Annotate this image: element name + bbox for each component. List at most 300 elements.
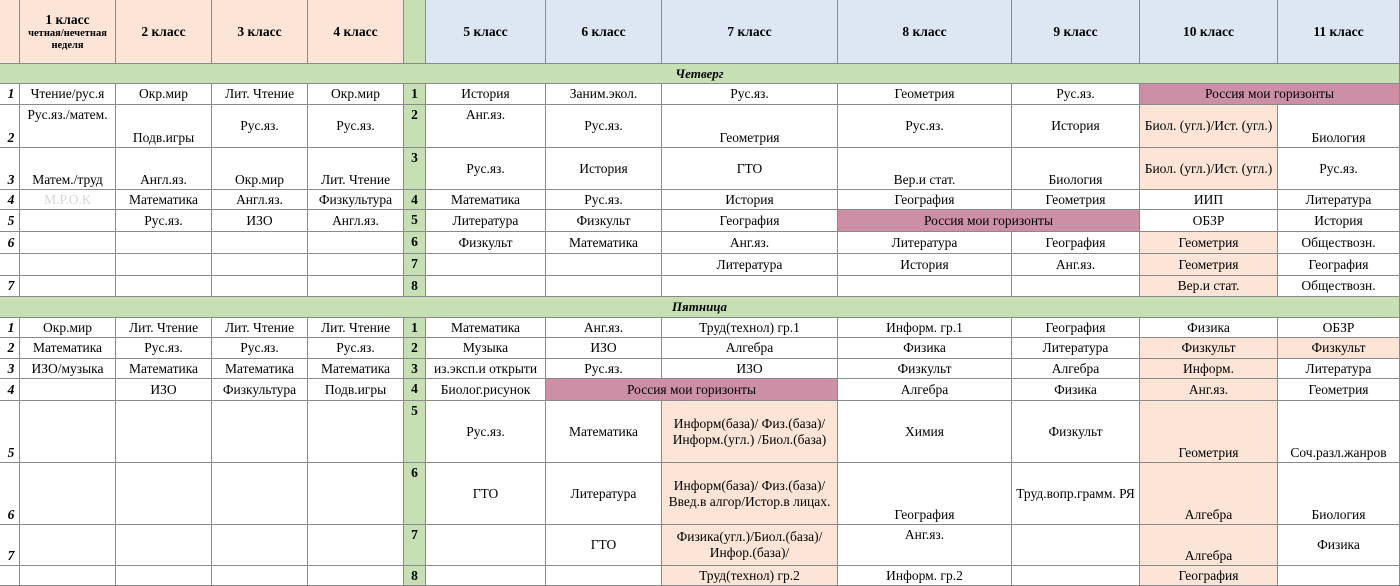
lesson-cell-text: Англ.яз. [332, 212, 379, 228]
russia-horizons-merged [546, 379, 838, 401]
lesson-cell-text: Анг.яз. [904, 527, 945, 542]
lesson-cell-text: Заним.экол. [569, 86, 638, 101]
lesson-cell-text: Подв.игры [324, 381, 387, 397]
lesson-cell-text: История [1314, 212, 1363, 228]
lesson-cell [546, 318, 662, 338]
lesson-cell [1140, 379, 1278, 401]
russia-horizons-merged-text: Россия мои горизонты [626, 381, 757, 397]
header-label: 7 класс [727, 23, 772, 39]
lesson-cell [1012, 254, 1140, 276]
lesson-cell-text: География [1308, 256, 1369, 272]
lesson-cell-text: Математика [128, 360, 199, 376]
lesson-number [404, 463, 426, 525]
lesson-cell-text: Физика [1054, 381, 1097, 397]
lesson-cell-text: Алгебра [725, 340, 774, 355]
lesson-cell [1140, 338, 1278, 359]
lesson-cell-text: ИЗО/музыка [31, 360, 104, 376]
header-sublabel: четная/нечетная неделя [28, 27, 107, 51]
lesson-cell-text: Информ. гр.1 [886, 319, 963, 335]
lesson-number-text: 3 [7, 360, 15, 376]
lesson-cell [116, 210, 212, 232]
lesson-cell-text: Литература [1305, 191, 1372, 207]
lesson-cell-text: Окр.мир [331, 86, 380, 101]
lesson-number [0, 210, 20, 232]
lesson-number-text: 7 [7, 278, 15, 293]
header-6-klass [546, 0, 662, 64]
lesson-cell [212, 525, 308, 566]
lesson-cell [212, 338, 308, 359]
lesson-cell-text: География [1045, 234, 1106, 250]
lesson-cell [662, 318, 838, 338]
header-corner [0, 0, 20, 64]
day-label-friday [0, 297, 1400, 318]
lesson-cell [662, 463, 838, 525]
lesson-number [404, 148, 426, 190]
lesson-cell-text: Математика [450, 319, 521, 335]
lesson-cell [838, 401, 1012, 463]
header-11-klass [1278, 0, 1400, 64]
lesson-cell [838, 105, 1012, 148]
lesson-number-text: 3 [411, 150, 418, 165]
lesson-cell [116, 232, 212, 254]
lesson-cell-text: ОБЗР [1322, 319, 1355, 335]
header-10-klass [1140, 0, 1278, 64]
lesson-cell [212, 190, 308, 210]
lesson-cell [116, 105, 212, 148]
lesson-cell-text: ИЗО [736, 360, 763, 376]
russia-horizons-merged [1140, 84, 1400, 105]
lesson-cell [1012, 276, 1140, 297]
lesson-cell [1278, 359, 1400, 379]
header-label: 8 класс [902, 23, 947, 39]
lesson-cell-text: Химия [905, 423, 944, 439]
lesson-number-text: 5 [411, 403, 418, 418]
lesson-number [0, 463, 20, 525]
lesson-cell-text: История [725, 191, 774, 207]
header-5-klass [426, 0, 546, 64]
header-separator [404, 0, 426, 64]
lesson-cell-text: География [894, 507, 955, 522]
lesson-cell [1278, 318, 1400, 338]
lesson-cell [426, 401, 546, 463]
lesson-cell-text: Математика [32, 340, 103, 355]
lesson-number [404, 105, 426, 148]
lesson-cell-text: Геометрия [1178, 234, 1239, 250]
lesson-cell [662, 210, 838, 232]
lesson-cell [838, 463, 1012, 525]
lesson-cell-text: Математика [224, 360, 295, 376]
lesson-cell [546, 210, 662, 232]
lesson-number [0, 254, 20, 276]
lesson-cell-text: География [1178, 568, 1239, 583]
lesson-cell [116, 379, 212, 401]
lesson-cell [1140, 359, 1278, 379]
lesson-cell-text: ИЗО [590, 340, 617, 355]
lesson-cell [212, 276, 308, 297]
lesson-cell [426, 379, 546, 401]
lesson-cell-text: ГТО [736, 160, 763, 176]
lesson-cell [1012, 190, 1140, 210]
lesson-cell-text: Информ. [1183, 360, 1234, 376]
day-label-friday-text: Пятница [671, 299, 728, 314]
lesson-cell [838, 525, 1012, 566]
lesson-cell-text: Геометрия [1045, 191, 1106, 207]
lesson-cell-text: Окр.мир [235, 172, 284, 187]
lesson-number-text: 4 [411, 192, 418, 207]
lesson-cell [426, 463, 546, 525]
lesson-cell [1278, 463, 1400, 525]
lesson-cell-text: Литература [452, 212, 519, 228]
lesson-cell [1278, 525, 1400, 566]
lesson-number-text: 7 [411, 256, 418, 271]
lesson-number-text: 5 [411, 212, 418, 227]
lesson-cell-text: Подв.игры [132, 130, 195, 145]
lesson-cell [1012, 401, 1140, 463]
lesson-number [404, 525, 426, 566]
lesson-cell [1278, 401, 1400, 463]
lesson-cell [546, 84, 662, 105]
lesson-number [0, 401, 20, 463]
lesson-cell-text: Англ.яз. [140, 172, 187, 187]
header-label: 10 класс [1183, 23, 1234, 39]
lesson-cell [1012, 148, 1140, 190]
lesson-cell [1140, 276, 1278, 297]
lesson-cell [838, 190, 1012, 210]
lesson-number [404, 318, 426, 338]
lesson-cell [308, 210, 404, 232]
day-label-thursday-text: Четверг [675, 65, 724, 81]
lesson-cell [838, 254, 1012, 276]
lesson-cell [116, 463, 212, 525]
lesson-number [0, 84, 20, 105]
russia-horizons-merged-text: Россия мои горизонты [923, 212, 1054, 228]
lesson-number [404, 359, 426, 379]
lesson-cell [116, 190, 212, 210]
header-9-klass [1012, 0, 1140, 64]
lesson-cell-text: Литература [891, 234, 958, 250]
lesson-cell-text: Литература [1042, 340, 1109, 355]
lesson-cell-text: Рус.яз. [466, 160, 505, 176]
lesson-number [404, 210, 426, 232]
lesson-cell [20, 318, 116, 338]
lesson-cell [212, 359, 308, 379]
lesson-cell-text: ГТО [472, 485, 499, 501]
lesson-cell [20, 379, 116, 401]
lesson-cell [1140, 525, 1278, 566]
lesson-cell [1012, 318, 1140, 338]
lesson-cell-text: ИЗО [246, 212, 273, 228]
lesson-cell-text: Геометрия [894, 86, 955, 101]
lesson-cell-text: Лит. Чтение [224, 86, 295, 101]
lesson-cell [426, 338, 546, 359]
lesson-number-text: 5 [7, 212, 15, 228]
lesson-cell-text: Биология [1311, 130, 1366, 145]
lesson-cell [1278, 210, 1400, 232]
lesson-cell-text: История [461, 86, 510, 101]
header-label: 4 класс [333, 23, 378, 39]
lesson-cell-text: Литература [1305, 360, 1372, 376]
lesson-number [0, 276, 20, 297]
lesson-cell [20, 276, 116, 297]
lesson-cell-text: Биолог.рисунок [440, 381, 531, 397]
lesson-cell [662, 190, 838, 210]
lesson-number [0, 525, 20, 566]
lesson-cell [546, 276, 662, 297]
lesson-cell [838, 359, 1012, 379]
lesson-number [0, 105, 20, 148]
lesson-cell [20, 566, 116, 586]
lesson-cell [1140, 463, 1278, 525]
lesson-cell [426, 105, 546, 148]
lesson-cell [1140, 318, 1278, 338]
lesson-cell [546, 359, 662, 379]
lesson-cell-text: Рус.яз. [905, 118, 944, 133]
lesson-cell-text: Физкульт [1311, 340, 1366, 355]
lesson-cell-text: Физкульт [1048, 423, 1103, 439]
lesson-cell [1140, 566, 1278, 586]
lesson-cell [426, 190, 546, 210]
lesson-number-text: 1 [411, 320, 418, 335]
lesson-cell [838, 148, 1012, 190]
lesson-cell-text: Физкультура [222, 381, 297, 397]
lesson-cell [838, 338, 1012, 359]
lesson-number-text: 3 [411, 361, 418, 376]
lesson-cell-text: Рус.яз. [336, 340, 375, 355]
lesson-cell-text: Информ. гр.2 [886, 568, 963, 583]
lesson-cell [546, 190, 662, 210]
lesson-cell [1012, 379, 1140, 401]
lesson-number-text: 6 [7, 234, 15, 250]
lesson-cell [426, 232, 546, 254]
lesson-cell [20, 232, 116, 254]
lesson-cell [116, 318, 212, 338]
lesson-cell [20, 148, 116, 190]
header-label: 3 класс [237, 23, 282, 39]
lesson-cell-text: Лит. Чтение [224, 319, 295, 335]
lesson-cell [546, 148, 662, 190]
lesson-cell-text: Музыка [462, 340, 509, 355]
header-label: 2 класс [141, 23, 186, 39]
header-label: 1 класс [45, 11, 90, 27]
lesson-cell [212, 148, 308, 190]
lesson-cell-text: Обществозн. [1301, 278, 1376, 293]
lesson-cell [1012, 105, 1140, 148]
lesson-number-text: 2 [7, 130, 15, 145]
lesson-cell-text: ГТО [590, 537, 617, 552]
lesson-cell [308, 525, 404, 566]
lesson-number-text: 1 [7, 319, 15, 335]
lesson-cell-text: Рус.яз. [144, 212, 183, 228]
lesson-cell [308, 190, 404, 210]
lesson-cell [116, 401, 212, 463]
header-4-klass [308, 0, 404, 64]
lesson-cell-text: Рус.яз. [240, 340, 279, 355]
lesson-cell-text: Анг.яз. [583, 319, 624, 335]
lesson-cell [1278, 190, 1400, 210]
lesson-number-text: 1 [7, 86, 15, 101]
lesson-cell-text: Физкультура [318, 191, 393, 207]
lesson-cell [838, 566, 1012, 586]
lesson-cell-text: Физкульт [576, 212, 631, 228]
lesson-number [404, 232, 426, 254]
lesson-cell-text: Физика [903, 340, 946, 355]
lesson-cell-text: Рус.яз. [584, 118, 623, 133]
lesson-cell-text: Рус.яз. [1056, 86, 1095, 101]
lesson-cell [1140, 190, 1278, 210]
lesson-cell-text: Алгебра [1051, 360, 1100, 376]
lesson-cell-text: Информ(база)/ Физ.(база)/Введ.в алгор/Истор.в лицах. [668, 477, 831, 509]
lesson-cell [426, 210, 546, 232]
lesson-cell-text: Физкульт [458, 234, 513, 250]
lesson-number [0, 232, 20, 254]
lesson-cell [546, 463, 662, 525]
lesson-cell-text: Анг.яз. [465, 107, 506, 122]
lesson-number [0, 379, 20, 401]
lesson-cell [308, 276, 404, 297]
lesson-cell-text: Информ(база)/ Физ.(база)/Информ.(угл.) /Биол.(база) [672, 415, 827, 447]
lesson-cell [116, 148, 212, 190]
russia-horizons-merged-text: Россия мои горизонты [1204, 86, 1335, 101]
lesson-cell [546, 401, 662, 463]
lesson-cell [308, 379, 404, 401]
lesson-cell-text: Труд(технол) гр.2 [699, 568, 800, 583]
lesson-number-text: 2 [411, 340, 418, 355]
lesson-cell [662, 254, 838, 276]
lesson-cell [546, 232, 662, 254]
lesson-cell-text: Окр.мир [139, 86, 188, 101]
lesson-cell [20, 359, 116, 379]
lesson-cell-text: ИИП [1193, 191, 1224, 207]
lesson-cell [546, 105, 662, 148]
lesson-cell-text: Математика [568, 234, 639, 250]
day-label-thursday [0, 64, 1400, 84]
lesson-cell-text: Рус.яз. [336, 118, 375, 133]
lesson-number-text: 7 [411, 527, 418, 542]
lesson-number [0, 338, 20, 359]
lesson-cell [662, 232, 838, 254]
lesson-cell [20, 338, 116, 359]
lesson-cell [426, 359, 546, 379]
lesson-cell [212, 105, 308, 148]
lesson-cell [308, 318, 404, 338]
lesson-cell-text: Анг.яз. [729, 234, 770, 250]
header-3-klass [212, 0, 308, 64]
lesson-cell [1278, 254, 1400, 276]
lesson-cell [546, 338, 662, 359]
lesson-cell [116, 525, 212, 566]
lesson-cell [212, 318, 308, 338]
lesson-cell [308, 359, 404, 379]
header-label: 5 класс [463, 23, 508, 39]
lesson-cell [546, 525, 662, 566]
lesson-cell-text: Физика [1317, 537, 1360, 552]
lesson-cell [212, 210, 308, 232]
lesson-cell-text: Вер.и стат. [893, 172, 956, 187]
lesson-cell [1278, 338, 1400, 359]
lesson-cell [212, 232, 308, 254]
lesson-cell-text: Окр.мир [43, 319, 92, 335]
russia-horizons-merged [838, 210, 1140, 232]
lesson-cell-text: М.Р.О.К [44, 191, 91, 207]
lesson-cell [1278, 566, 1400, 586]
lesson-cell-text: История [900, 256, 949, 272]
lesson-cell [426, 84, 546, 105]
lesson-cell [838, 232, 1012, 254]
header-label: 11 класс [1313, 23, 1364, 39]
lesson-cell [1140, 401, 1278, 463]
lesson-cell-text: Англ.яз. [236, 191, 283, 207]
lesson-number [0, 566, 20, 586]
lesson-number-text: 1 [411, 86, 418, 101]
lesson-cell [116, 276, 212, 297]
lesson-cell [308, 105, 404, 148]
lesson-cell-text: Математика [450, 191, 521, 207]
lesson-cell [838, 276, 1012, 297]
lesson-number-text: 4 [411, 381, 418, 396]
lesson-cell-text: Геометрия [1178, 445, 1239, 460]
lesson-cell [308, 148, 404, 190]
lesson-cell [662, 401, 838, 463]
lesson-cell [662, 566, 838, 586]
lesson-number [404, 566, 426, 586]
lesson-cell-text: География [894, 191, 955, 207]
lesson-cell [662, 84, 838, 105]
lesson-cell [1278, 276, 1400, 297]
lesson-cell [1012, 338, 1140, 359]
lesson-number [404, 84, 426, 105]
lesson-cell [426, 318, 546, 338]
lesson-cell-text: Физика [1187, 319, 1230, 335]
lesson-cell-text: Чтение/рус.я [30, 86, 105, 101]
lesson-cell-text: из.эксп.и открыти [433, 360, 538, 376]
lesson-cell [1012, 566, 1140, 586]
lesson-cell [1012, 525, 1140, 566]
lesson-cell [662, 105, 838, 148]
lesson-number-text: 2 [7, 340, 15, 355]
lesson-cell [212, 463, 308, 525]
lesson-number-text: 4 [7, 191, 15, 207]
lesson-cell [426, 254, 546, 276]
lesson-cell [426, 566, 546, 586]
lesson-cell-text: Рус.яз. [584, 360, 623, 376]
lesson-number-text: 8 [411, 278, 418, 293]
lesson-cell-text: Геометрия [719, 130, 780, 145]
lesson-number [0, 359, 20, 379]
lesson-cell [116, 359, 212, 379]
lesson-cell [1012, 232, 1140, 254]
lesson-cell [20, 254, 116, 276]
lesson-number-text: 8 [411, 568, 418, 583]
lesson-cell [1140, 105, 1278, 148]
lesson-number [404, 254, 426, 276]
lesson-cell-text: История [579, 160, 628, 176]
lesson-cell [308, 463, 404, 525]
lesson-cell-text: Биология [1311, 507, 1366, 522]
lesson-cell [116, 84, 212, 105]
lesson-cell [308, 232, 404, 254]
lesson-number-text: 6 [411, 465, 418, 480]
lesson-cell [1140, 254, 1278, 276]
lesson-cell-text: ОБЗР [1192, 212, 1225, 228]
lesson-number [404, 338, 426, 359]
lesson-cell-text: Математика [568, 423, 639, 439]
lesson-cell-text: Физкульт [1181, 340, 1236, 355]
lesson-cell [116, 338, 212, 359]
lesson-cell-text: Рус.яз. [466, 423, 505, 439]
lesson-cell [116, 254, 212, 276]
lesson-cell [20, 84, 116, 105]
lesson-cell-text: История [1051, 118, 1100, 133]
